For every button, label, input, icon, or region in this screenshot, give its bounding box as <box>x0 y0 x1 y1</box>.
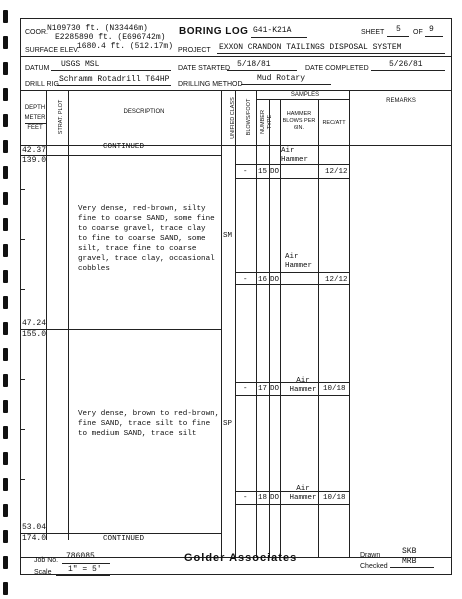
coord-east: E2285890 ft. (E696742m) <box>55 33 166 42</box>
description-line: gravel, trace clay, occasional <box>78 255 215 263</box>
description-line: to fine to coarse SAND, some <box>78 235 206 243</box>
binder-hole <box>3 140 8 153</box>
surface-elev-value: 1680.4 ft. (512.17m) <box>77 42 174 51</box>
description-line: Very dense, red-brown, silty <box>78 205 206 213</box>
coord-label: COOR. <box>25 29 48 36</box>
binder-hole <box>3 244 8 257</box>
date-completed-label: DATE COMPLETED <box>305 65 369 72</box>
datum-label: DATUM <box>25 65 50 72</box>
description-line: fine SAND, trace silt to fine <box>78 420 211 428</box>
drilling-method-value: Mud Rotary <box>257 74 306 83</box>
binder-hole <box>3 400 8 413</box>
binder-hole <box>3 374 8 387</box>
col-rec-att: REC/ATT <box>322 120 346 126</box>
sample-type: DO <box>270 276 280 284</box>
binder-holes <box>3 0 11 599</box>
sample-rec-att: 10/18 <box>323 494 346 502</box>
checked-label: Checked <box>360 563 388 570</box>
col-number: NUMBER <box>260 110 266 134</box>
sample-rec-att: 10/18 <box>323 385 346 393</box>
binder-hole <box>3 192 8 205</box>
binder-hole <box>3 452 8 465</box>
col-description: DESCRIPTION <box>123 109 165 115</box>
depth-feet-2: 155.0 <box>22 330 47 339</box>
job-number: 786085 <box>66 552 95 561</box>
sheet-number: 5 <box>396 25 401 34</box>
drawn-value: SKB <box>402 547 417 556</box>
sample-blows: - <box>243 385 248 393</box>
binder-hole <box>3 36 8 49</box>
col-meter: METER <box>24 115 46 121</box>
depth-meter-2: 47.24 <box>22 319 47 328</box>
sample-number: 15 <box>258 168 268 176</box>
col-unified-class: UNIFIED CLASS <box>230 97 236 139</box>
sample-hammer: Air Hammer <box>285 253 313 270</box>
description-line: silt, trace fine to coarse <box>78 245 197 253</box>
project-label: PROJECT <box>178 47 211 54</box>
scale-value: 1" = 5' <box>68 565 102 574</box>
depth-meter-1: 42.37 <box>22 146 47 155</box>
description-line: Very dense, brown to red-brown, <box>78 410 220 418</box>
coord-north: N109730 ft. (N33446m) <box>47 24 148 33</box>
company-name: Golder Associates <box>184 552 298 564</box>
binder-hole <box>3 348 8 361</box>
binder-hole <box>3 582 8 595</box>
checked-value: MRB <box>402 557 417 566</box>
col-feet: FEET <box>27 125 43 131</box>
sample-number: 16 <box>258 276 268 284</box>
drill-rig-value: Schramm Rotadrill T64HP <box>59 75 170 84</box>
binder-hole <box>3 62 8 75</box>
job-label: Job No. <box>34 557 59 564</box>
sheet-total: 9 <box>429 25 434 34</box>
date-completed-value: 5/26/81 <box>389 60 423 69</box>
depth-feet-3: 174.0 <box>22 534 47 543</box>
surface-elev-label: SURFACE ELEV. <box>25 47 80 54</box>
binder-hole <box>3 322 8 335</box>
binder-hole <box>3 296 8 309</box>
description-line: cobbles <box>78 265 110 273</box>
binder-hole <box>3 10 8 23</box>
sample-rec-att: 12/12 <box>325 168 348 176</box>
sample-hammer: Air Hammer <box>289 377 317 394</box>
binder-hole <box>3 504 8 517</box>
col-samples: SAMPLES <box>290 92 320 98</box>
drawn-label: Drawn <box>360 552 381 559</box>
datum-value: USGS MSL <box>61 60 100 69</box>
boring-log-sheet <box>20 18 452 575</box>
col-remarks: REMARKS <box>386 98 416 104</box>
drill-rig-label: DRILL RIG <box>25 81 59 88</box>
log-title: BORING LOG <box>179 26 249 37</box>
sample-number: 17 <box>258 385 268 393</box>
sample-hammer: Air Hammer <box>289 485 317 502</box>
continued-bottom-label: CONTINUED <box>103 535 145 543</box>
binder-hole <box>3 426 8 439</box>
scale-label: Scale <box>34 569 52 576</box>
description-line: to medium SAND, trace silt <box>78 430 197 438</box>
col-depth: DEPTH <box>24 105 46 111</box>
sample-blows: - <box>243 276 248 284</box>
col-blows-foot: BLOWS/FOOT <box>246 98 252 136</box>
binder-hole <box>3 478 8 491</box>
description-line: to coarse gravel, trace clay <box>78 225 206 233</box>
boring-id: G41-K21A <box>253 26 292 35</box>
sheet-label: SHEET <box>361 29 385 36</box>
date-started-label: DATE STARTED <box>178 65 231 72</box>
binder-hole <box>3 218 8 231</box>
binder-hole <box>3 166 8 179</box>
sample-type: DO <box>270 385 280 393</box>
sample-type: DO <box>270 168 280 176</box>
sample-type: DO <box>270 494 280 502</box>
sample-hammer: Air Hammer <box>281 147 309 164</box>
continued-top-label: CONTINUED <box>103 143 145 151</box>
col-hammer-blows: HAMMER BLOWS PER 6IN. <box>282 111 316 131</box>
binder-hole <box>3 88 8 101</box>
binder-hole <box>3 530 8 543</box>
depth-feet-1: 139.0 <box>22 156 47 165</box>
binder-hole <box>3 114 8 127</box>
project-value: EXXON CRANDON TAILINGS DISPOSAL SYSTEM <box>219 43 402 52</box>
sample-blows: - <box>243 494 248 502</box>
binder-hole <box>3 556 8 569</box>
drilling-method-label: DRILLING METHOD <box>178 81 243 88</box>
binder-hole <box>3 270 8 283</box>
sheet-of-label: OF <box>413 29 423 36</box>
depth-meter-3: 53.04 <box>22 523 47 532</box>
col-type: TYPE <box>267 114 273 130</box>
col-strat-plot: STRAT. PLOT <box>58 99 64 135</box>
unified-class-sm: SM <box>223 232 233 240</box>
unified-class-sp: SP <box>223 420 233 428</box>
sample-blows: - <box>243 168 248 176</box>
description-line: fine to coarse SAND, some fine <box>78 215 215 223</box>
date-started-value: 5/18/81 <box>237 60 271 69</box>
sample-number: 18 <box>258 494 268 502</box>
sample-rec-att: 12/12 <box>325 276 348 284</box>
